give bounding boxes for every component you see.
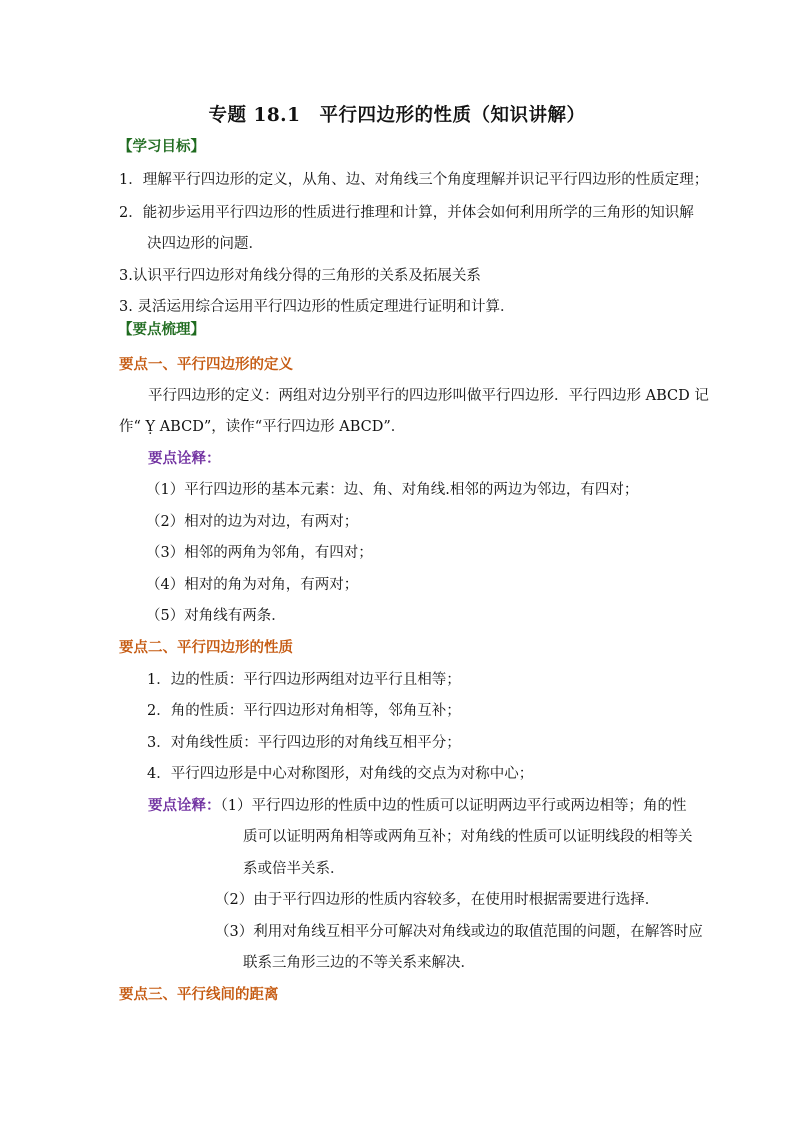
point2-item-4: 4．平行四边形是中心对称图形，对角线的交点为对称中心； (147, 766, 534, 782)
points-header: 【要点梳理】 (118, 321, 205, 338)
page-title: 专题 18.1 平行四边形的性质（知识讲解） (208, 105, 586, 126)
point2-note-1-a: （1）平行四边形的性质中边的性质可以证明两边平行或两边相等；角的性 (220, 798, 687, 814)
point2-note-label: 要点诠释： (148, 797, 221, 814)
point3-heading: 要点三、平行线间的距离 (119, 986, 279, 1003)
point2-item-1: 1．边的性质：平行四边形两组对边平行且相等； (147, 672, 461, 688)
goal-item-2-cont: 决四边形的问题． (147, 236, 263, 252)
goal-item-3: 3.认识平行四边形对角线分得的三角形的关系及拓展关系 (119, 268, 481, 284)
point2-note-row-1 (148, 796, 686, 816)
goal-item-1: 1．理解平行四边形的定义，从角、边、对角线三个角度理解并识记平行四边形的性质定理； (119, 172, 709, 188)
point1-note-label: 要点诠释： (148, 450, 221, 467)
point1-definition-line1: 平行四边形的定义：两组对边分别平行的四边形叫做平行四边形．平行四边形 ABCD 记 (148, 388, 709, 404)
point2-note-3-a: （3）利用对角线互相平分可解决对角线或边的取值范围的问题，在解答时应 (215, 924, 703, 940)
point1-note-4: （4）相对的角为对角，有两对； (146, 577, 359, 593)
point2-note-1-c: 系或倍半关系． (243, 861, 345, 877)
point1-note-2: （2）相对的边为对边，有两对； (146, 514, 359, 530)
point2-item-2: 2．角的性质：平行四边形对角相等，邻角互补； (147, 703, 461, 719)
point2-heading: 要点二、平行四边形的性质 (119, 639, 293, 656)
goals-header: 【学习目标】 (118, 138, 205, 155)
point1-note-5: （5）对角线有两条． (146, 608, 286, 624)
point2-note-3-b: 联系三角形三边的不等关系来解决． (243, 955, 475, 971)
point2-note-2: （2）由于平行四边形的性质内容较多，在使用时根据需要进行选择． (215, 892, 660, 908)
point1-definition-line2: 作“ Ỵ ABCD”，读作“平行四边形 ABCD”． (119, 419, 406, 435)
point1-note-3: （3）相邻的两角为邻角，有四对； (146, 545, 373, 561)
point1-heading: 要点一、平行四边形的定义 (119, 356, 293, 373)
point2-item-3: 3．对角线性质：平行四边形的对角线互相平分； (147, 735, 461, 751)
goal-item-2: 2．能初步运用平行四边形的性质进行推理和计算，并体会如何利用所学的三角形的知识解 (119, 205, 694, 221)
point2-note-1-b: 质可以证明两角相等或两角互补；对角线的性质可以证明线段的相等关 (243, 829, 693, 845)
goal-item-4: 3. 灵活运用综合运用平行四边形的性质定理进行证明和计算． (119, 299, 515, 315)
point1-note-1: （1）平行四边形的基本元素：边、角、对角线.相邻的两边为邻边，有四对； (146, 482, 639, 498)
